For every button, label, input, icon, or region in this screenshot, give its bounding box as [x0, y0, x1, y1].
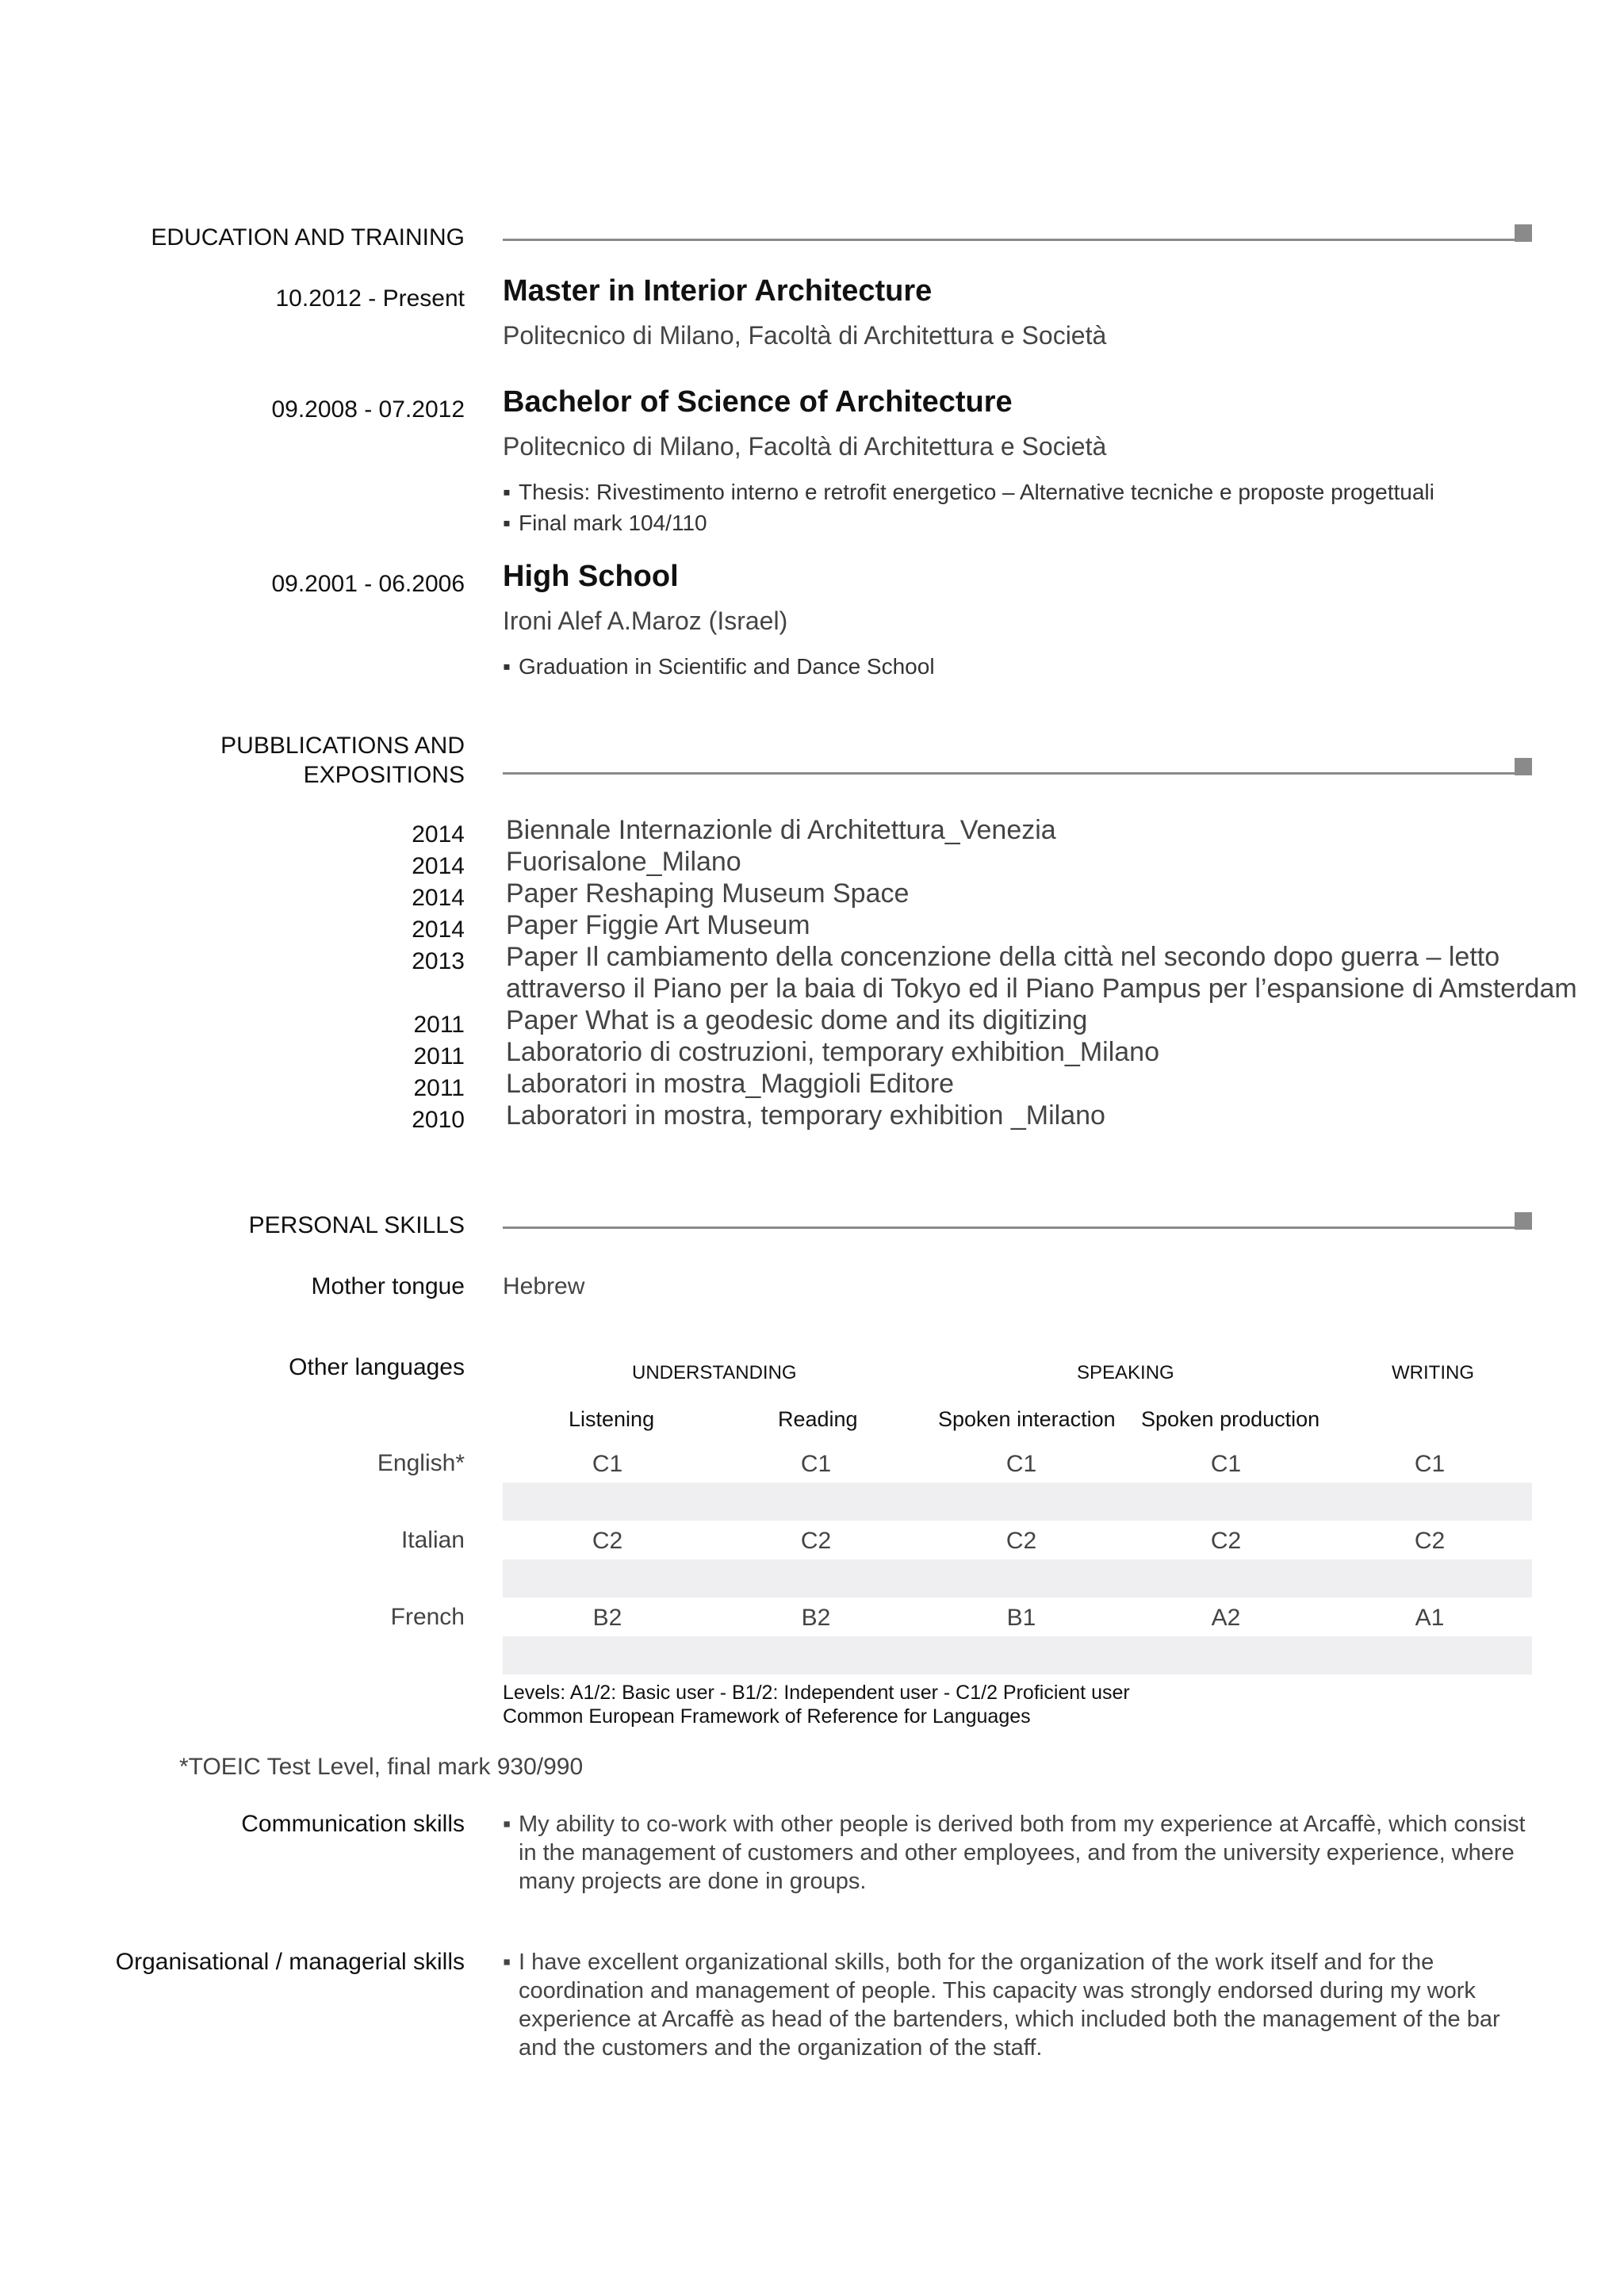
publication-year: 2014 — [412, 916, 465, 943]
bullet-icon: ▪ — [503, 480, 511, 504]
publication-item-continued: attraverso il Piano per la baia di Tokyo ed il Piano Pampus per l’espansione di Amsterdam — [506, 974, 1577, 1004]
degree-title: Bachelor of Science of Architecture — [503, 385, 1013, 419]
personal-skills-section-title: PERSONAL SKILLS — [248, 1212, 465, 1238]
publication-item: Biennale Internazionle di Architettura_Venezia — [506, 815, 1056, 845]
section-marker — [1515, 1212, 1532, 1230]
level-spoken-production: C1 — [1210, 1451, 1242, 1477]
degree-title: High School — [503, 560, 679, 593]
spoken-production-header: Spoken production — [1141, 1407, 1320, 1431]
section-marker — [1515, 224, 1532, 242]
communication-skills-label: Communication skills — [241, 1811, 465, 1837]
education-detail: ▪ Final mark 104/110 — [503, 511, 707, 535]
section-divider — [503, 772, 1516, 775]
institution: Politecnico di Milano, Facoltà di Architettura e Società — [503, 432, 1107, 461]
other-languages-label: Other languages — [289, 1354, 465, 1380]
publication-item: Laboratori in mostra_Maggioli Editore — [506, 1069, 955, 1099]
education-dates: 09.2008 - 07.2012 — [271, 396, 465, 423]
publication-item: Fuorisalone_Milano — [506, 847, 741, 877]
bullet-icon: ▪ — [503, 1950, 511, 1975]
publication-item: Paper What is a geodesic dome and its digitizing — [506, 1005, 1088, 1035]
mother-tongue-value: Hebrew — [503, 1273, 585, 1299]
publication-year: 2011 — [413, 1043, 465, 1070]
listening-header: Listening — [569, 1407, 655, 1431]
publication-year: 2013 — [412, 948, 465, 974]
communication-skills-text: ▪ My ability to co-work with other people is derived both from my experience at Arcaffè, which consist in the management of customers and other employees, and from the university experience, where many projects are done in groups. — [503, 1812, 1526, 1894]
education-detail: ▪ Graduation in Scientific and Dance School — [503, 654, 935, 679]
language-name: Italian — [400, 1527, 465, 1553]
table-row-band — [503, 1483, 1532, 1521]
bullet-icon: ▪ — [503, 511, 511, 535]
framework-note: Common European Framework of Reference for Languages — [503, 1705, 1031, 1728]
level-writing: C1 — [1414, 1451, 1446, 1477]
reading-header: Reading — [778, 1407, 858, 1431]
bullet-icon: ▪ — [503, 1812, 511, 1837]
education-detail: ▪ Thesis: Rivestimento interno e retrofit energetico – Alternative tecniche e proposte progettuali — [503, 480, 1434, 504]
publication-year: 2011 — [413, 1012, 465, 1038]
toeic-note: *TOEIC Test Level, final mark 930/990 — [179, 1754, 584, 1780]
education-section-title: EDUCATION AND TRAINING — [151, 224, 465, 251]
section-divider — [503, 1226, 1516, 1229]
table-row-band — [503, 1559, 1532, 1598]
level-reading: C2 — [800, 1528, 832, 1554]
publication-year: 2010 — [412, 1107, 465, 1133]
publication-year: 2014 — [412, 821, 465, 848]
institution: Ironi Alef A.Maroz (Israel) — [503, 607, 788, 635]
level-spoken-interaction: C2 — [1005, 1528, 1037, 1554]
publication-item: Paper Figgie Art Museum — [506, 910, 810, 940]
level-spoken-interaction: C1 — [1005, 1451, 1037, 1477]
bullet-icon: ▪ — [503, 654, 511, 679]
publication-year: 2014 — [412, 853, 465, 879]
level-reading: B2 — [801, 1605, 831, 1631]
publications-section-title: PUBBLICATIONS AND — [220, 733, 465, 759]
education-dates: 10.2012 - Present — [275, 285, 465, 312]
level-spoken-interaction: B1 — [1006, 1605, 1036, 1631]
spoken-interaction-header: Spoken interaction — [938, 1407, 1116, 1431]
education-dates: 09.2001 - 06.2006 — [271, 571, 465, 597]
level-listening: C1 — [592, 1451, 623, 1477]
speaking-header: SPEAKING — [1077, 1362, 1174, 1383]
publication-item: Laboratori in mostra, temporary exhibition _Milano — [506, 1100, 1105, 1131]
organisational-skills-text: ▪ I have excellent organizational skills, both for the organization of the work itself and for the coordination and management of people. This capacity was strongly endorsed during my work experience at Arcaffè as head of the bartenders, which included both the management of the bar and the customers and the organization of the staff. — [503, 1950, 1500, 2061]
understanding-header: UNDERSTANDING — [632, 1362, 797, 1383]
publication-year: 2011 — [413, 1075, 465, 1101]
publication-year: 2014 — [412, 885, 465, 911]
mother-tongue-label: Mother tongue — [311, 1273, 465, 1299]
institution: Politecnico di Milano, Facoltà di Architettura e Società — [503, 321, 1107, 350]
publication-item: Paper Reshaping Museum Space — [506, 878, 910, 909]
language-name: English* — [377, 1450, 465, 1476]
level-listening: B2 — [592, 1605, 622, 1631]
publication-item: Paper Il cambiamento della concenzione della città nel secondo dopo guerra – letto — [506, 942, 1500, 972]
level-spoken-production: A2 — [1211, 1605, 1241, 1631]
section-marker — [1515, 758, 1532, 775]
language-name: French — [390, 1604, 465, 1630]
publications-section-title-2: EXPOSITIONS — [303, 762, 465, 788]
level-writing: A1 — [1415, 1605, 1445, 1631]
writing-header: WRITING — [1392, 1362, 1474, 1383]
section-divider — [503, 239, 1516, 241]
table-row-band — [503, 1636, 1532, 1674]
degree-title: Master in Interior Architecture — [503, 274, 933, 308]
level-spoken-production: C2 — [1210, 1528, 1242, 1554]
level-listening: C2 — [592, 1528, 623, 1554]
organisational-skills-label: Organisational / managerial skills — [115, 1949, 465, 1975]
level-writing: C2 — [1414, 1528, 1446, 1554]
publication-item: Laboratorio di costruzioni, temporary exhibition_Milano — [506, 1037, 1159, 1067]
level-reading: C1 — [800, 1451, 832, 1477]
levels-note: Levels: A1/2: Basic user - B1/2: Independent user - C1/2 Proficient user — [503, 1682, 1130, 1704]
